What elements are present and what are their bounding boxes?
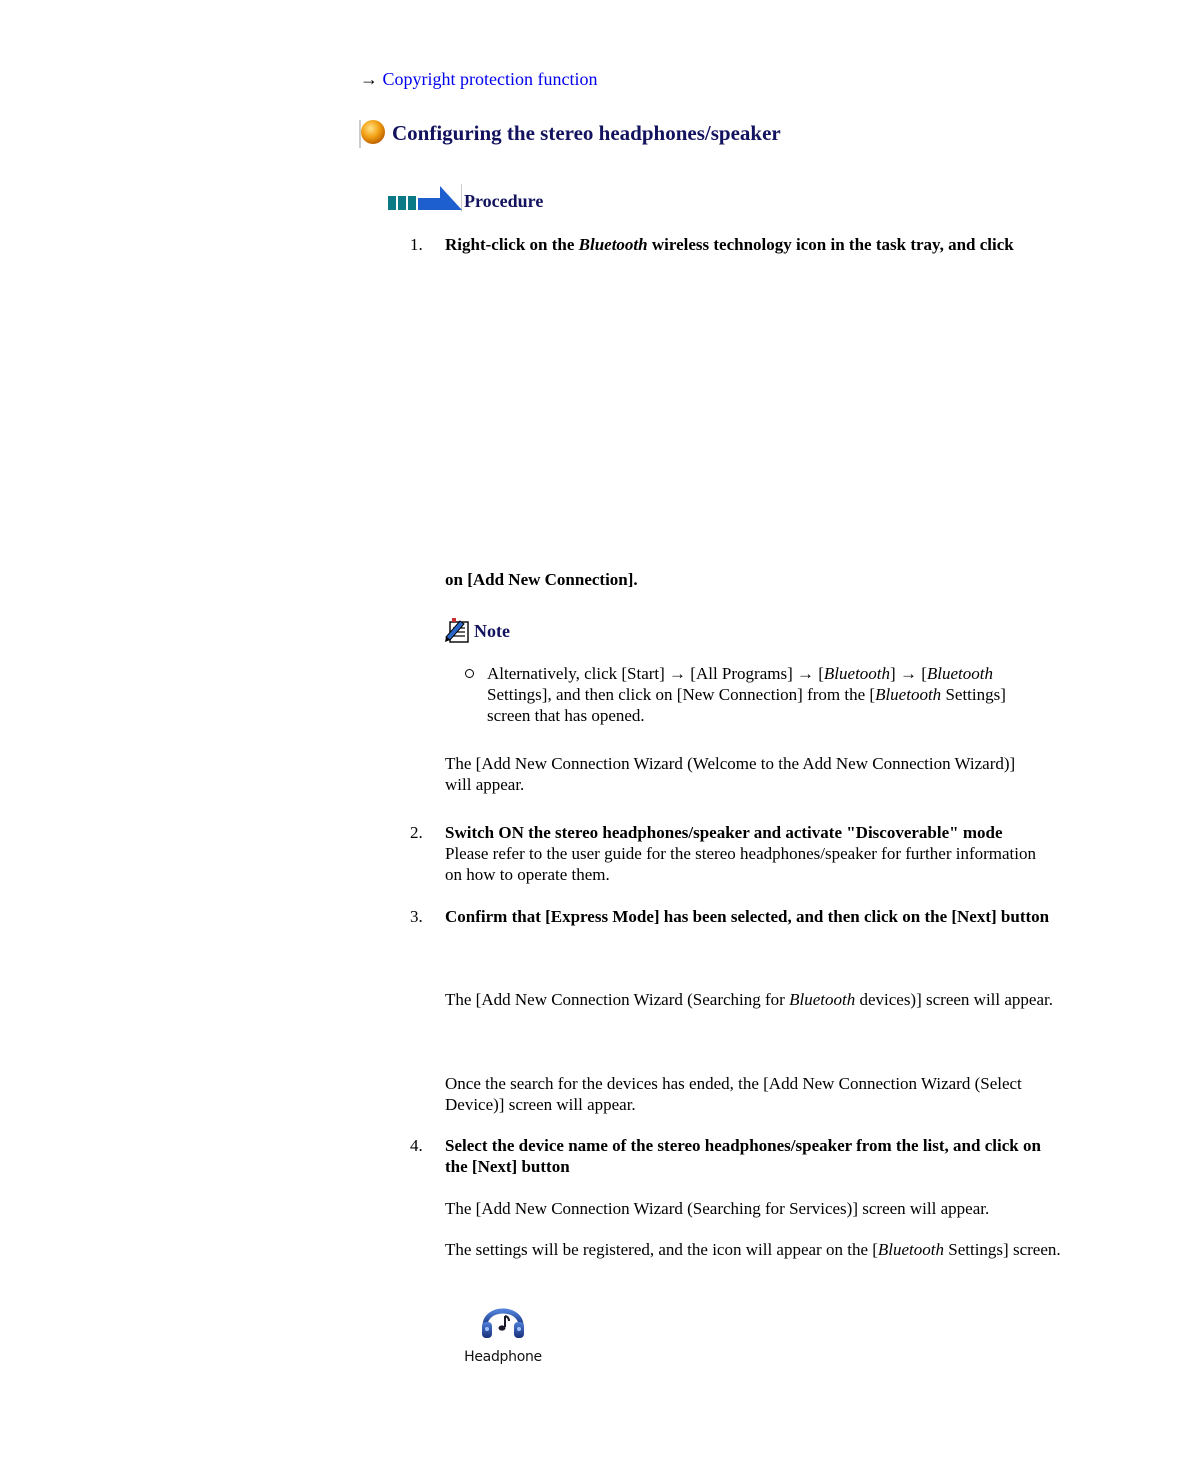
procedure-arrow-icon [388,184,462,212]
step-1-title: Right-click on the Bluetooth wireless technology icon in the task tray, and click [445,235,1014,254]
note-label: Note [474,621,510,641]
procedure-label: Procedure [464,191,544,211]
note-header [444,617,510,645]
section-heading [358,117,781,149]
note-text: Alternatively, click [Start] → [All Programs] → [Bluetooth] → [Bluetooth Settings], and then click on [New Connection] from the [Bluetooth Settings] screen that has opened. [487,664,1006,725]
related-link-row [360,68,597,90]
page-title: Configuring the stereo headphones/speaker [392,121,781,145]
step-3-result-1: The [Add New Connection Wizard (Searching for Bluetooth devices)] screen will appear. [445,990,1053,1009]
headphone-label: Headphone [464,1349,542,1365]
copyright-protection-link[interactable]: Copyright protection function [382,69,598,89]
step-4-title: Select the device name of the stereo headphones/speaker from the list, and click on the [Next] button [445,1136,1041,1176]
bullet-circle-icon [465,669,474,678]
note-icon [444,617,472,645]
headphone-device-icon-block [462,1296,544,1365]
step-2-number: 2. [410,823,423,842]
orange-ball-icon [358,118,388,148]
step-4-result-1: The [Add New Connection Wizard (Searching for Services)] screen will appear. [445,1199,990,1218]
arrow-symbol: → [360,69,378,89]
step-1-title-continued: on [Add New Connection]. [445,570,638,589]
step-3-number: 3. [410,907,423,926]
step-4-number: 4. [410,1136,423,1155]
step-1-result: The [Add New Connection Wizard (Welcome to the Add New Connection Wizard)] will appear. [445,754,1016,794]
step-4-result-2: The settings will be registered, and the icon will appear on the [Bluetooth Settings] screen. [445,1240,1061,1259]
step-1-number: 1. [410,235,423,254]
procedure-header [388,184,543,212]
step-3-result-2: Once the search for the devices has ended, the [Add New Connection Wizard (Select Device)] screen will appear. [445,1074,1022,1114]
step-2-title: Switch ON the stereo headphones/speaker and activate "Discoverable" mode [445,823,1003,842]
headphone-icon [479,1296,527,1342]
step-3-title: Confirm that [Express Mode] has been selected, and then click on the [Next] button [445,907,1050,926]
note-list-item [465,663,1075,726]
step-2-body: Please refer to the user guide for the stereo headphones/speaker for further information on how to operate them. [445,844,1036,884]
